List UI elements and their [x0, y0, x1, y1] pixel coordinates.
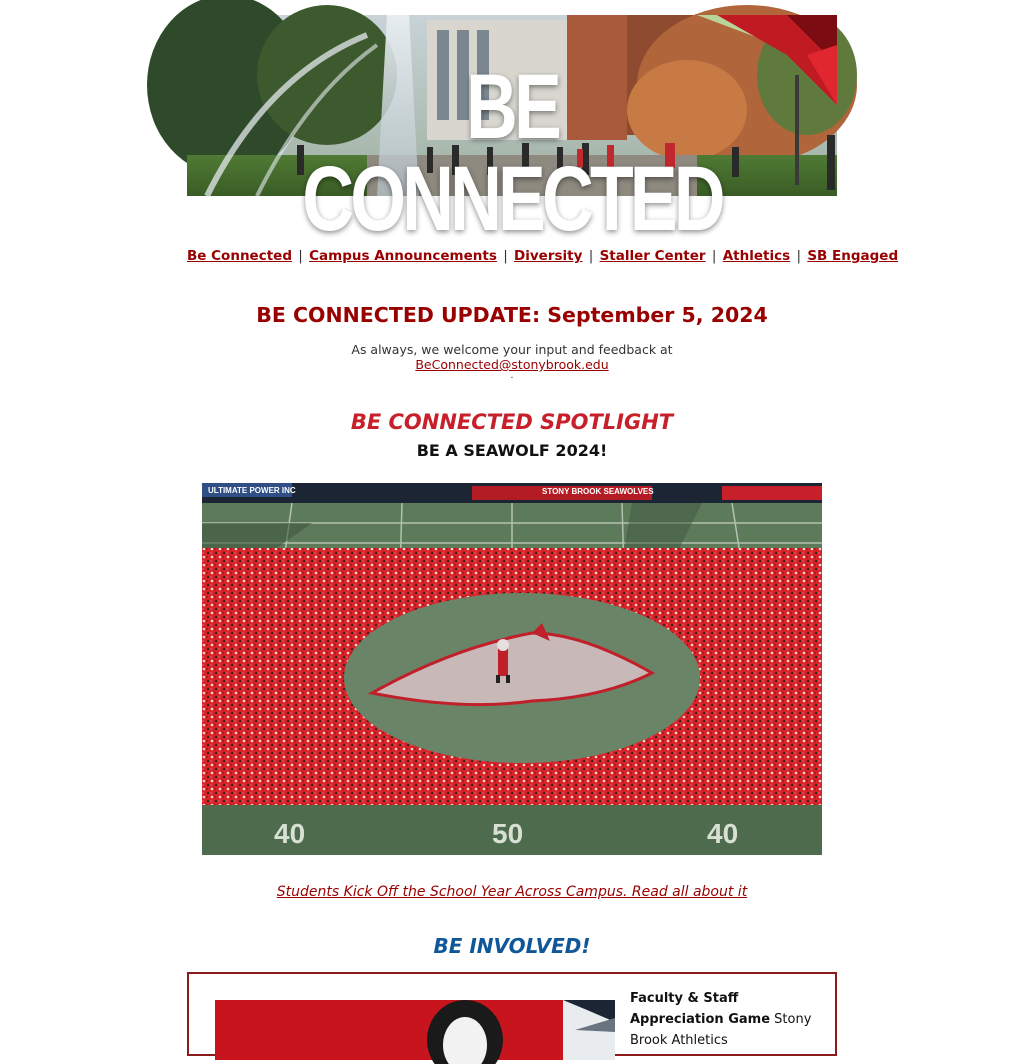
- yard-marker-center: 50: [492, 818, 524, 849]
- spotlight-subtitle: BE A SEAWOLF 2024!: [416, 441, 608, 460]
- spotlight-title: BE CONNECTED SPOTLIGHT: [350, 410, 674, 434]
- nav-separator: |: [503, 248, 508, 264]
- nav-link-campus-announcements[interactable]: Campus Announcements: [309, 248, 497, 264]
- nav-separator: |: [588, 248, 594, 264]
- section-nav: [187, 248, 899, 264]
- event-card: [187, 972, 837, 1056]
- yard-marker-right: 40: [707, 818, 739, 849]
- stadium-ad-ultimate-power: ULTIMATE POWER INC: [208, 486, 296, 495]
- read-more-link[interactable]: Students Kick Off the School Year Across Campus. Read all about it: [276, 884, 748, 900]
- banner-title: BE CONNECTED: [302, 56, 722, 250]
- yard-marker-left: 40: [274, 818, 306, 849]
- nav-link-athletics[interactable]: Athletics: [722, 248, 791, 264]
- nav-link-staller-center[interactable]: Staller Center: [599, 248, 706, 264]
- stadium-crowd-photo[interactable]: [202, 483, 822, 855]
- nav-link-diversity[interactable]: Diversity: [514, 248, 583, 264]
- nav-link-sb-engaged[interactable]: SB Engaged: [807, 248, 899, 264]
- header-banner: [187, 15, 837, 250]
- stadium-ad-seawolves: STONY BROOK SEAWOLVES: [542, 487, 654, 496]
- event-card-image[interactable]: [215, 1000, 615, 1060]
- trailing-period: .: [510, 370, 514, 381]
- nav-separator: |: [298, 248, 303, 264]
- spotlight-read-more: [187, 884, 837, 900]
- event-card-text: [630, 988, 830, 1051]
- mascot-photo-image: [215, 1000, 615, 1060]
- nav-link-be-connected[interactable]: Be Connected: [187, 248, 292, 264]
- update-title: BE CONNECTED UPDATE: September 5, 2024: [256, 303, 768, 327]
- nav-separator: |: [796, 248, 802, 264]
- stadium-photo-image: [202, 483, 822, 855]
- feedback-note: [187, 342, 837, 380]
- event-card-heading: Faculty & Staff Appreciation Game: [630, 991, 771, 1027]
- nav-separator: |: [711, 248, 717, 264]
- feedback-email-link[interactable]: BeConnected@stonybrook.edu: [415, 357, 609, 372]
- involved-title: BE INVOLVED!: [433, 934, 591, 958]
- feedback-text: As always, we welcome your input and feedback at: [351, 342, 673, 357]
- event-card-description: Stony Brook Athletics: [630, 1012, 812, 1048]
